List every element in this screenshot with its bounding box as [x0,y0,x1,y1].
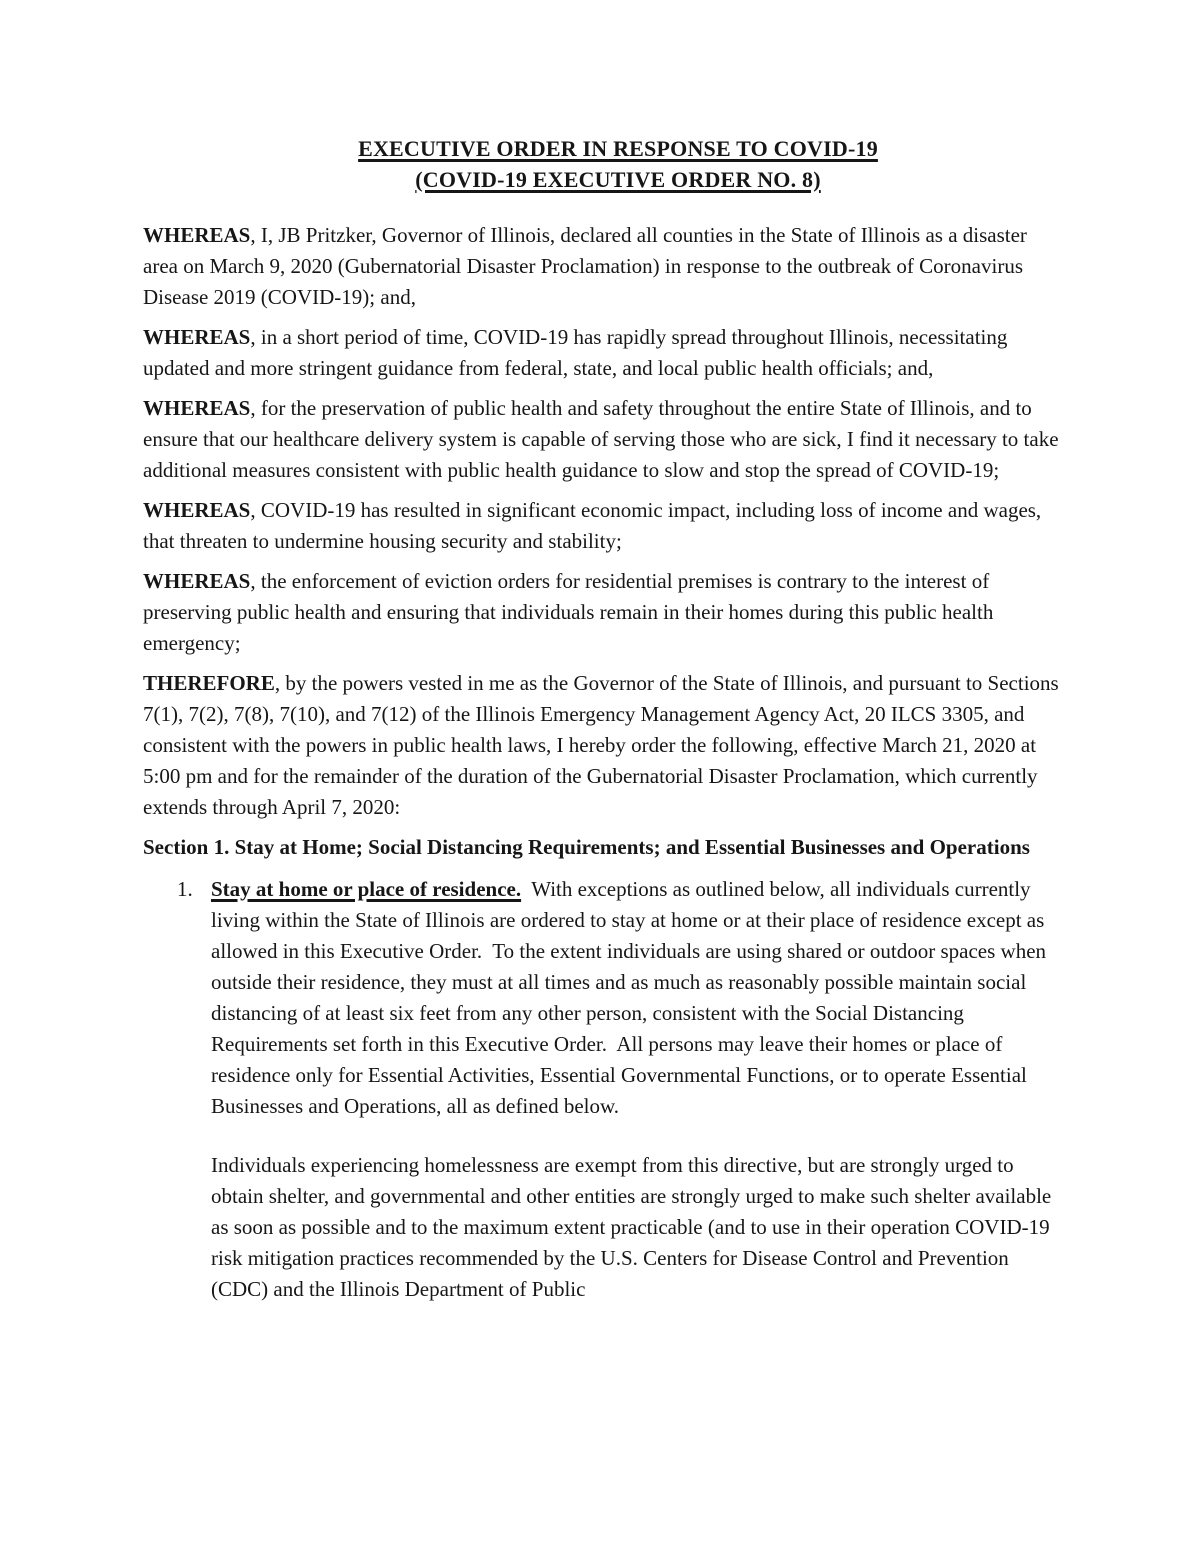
recital-text-1: , I, JB Pritzker, Governor of Illinois, declared all counties in the State of Illinois as a disaster area on March 9, 2020 (Gubernatorial Disaster Proclamation) in response to the outbreak of Coronavirus Disease 2019 (COVID-19); and, [143,223,1033,309]
recital-lead-3: WHEREAS [143,396,251,420]
recital-paragraph-5 [143,566,1065,659]
list-item-1 [143,874,1065,1305]
recital-lead-5: WHEREAS [143,569,251,593]
recital-text-4: , COVID-19 has resulted in significant economic impact, including loss of income and wages, that threaten to undermine housing security and stability; [143,498,1047,553]
section-1-list [143,874,1065,1305]
list-item-1-body [211,874,1065,1305]
therefore-lead: THEREFORE [143,671,275,695]
recital-paragraph-2 [143,322,1065,384]
document-title [143,133,1065,195]
list-item-1-number: 1. [177,877,193,901]
recital-text-3: , for the preservation of public health and safety throughout the entire State of Illinois, and to ensure that our healthcare delivery system is capable of serving those who are sick, I find it necessary to take additional measures consistent with public health guidance to slow and stop the spread of COVID-19; [143,396,1064,482]
list-item-1-text: With exceptions as outlined below, all individuals currently living within the State of Illinois are ordered to stay at home or at their place of residence except as allowed in this Executive Order. To the extent individuals are using shared or outdoor spaces when outside their residence, they must at all times and as much as reasonably possible maintain social distancing of at least six feet from any other person, consistent with the Social Distancing Requirements set forth in this Executive Order. All persons may leave their homes or place of residence only for Essential Activities, Essential Governmental Functions, or to operate Essential Businesses and Operations, all as defined below. [211,877,1052,1118]
therefore-paragraph [143,668,1065,823]
recital-paragraph-1 [143,220,1065,313]
therefore-text: , by the powers vested in me as the Governor of the State of Illinois, and pursuant to Sections 7(1), 7(2), 7(8), 7(10), and 7(12) of the Illinois Emergency Management Agency Act, 20 ILCS 3305, and consistent with the powers in public health laws, I hereby order the following, effective March 21, 2020 at 5:00 pm and for the remainder of the duration of the Gubernatorial Disaster Proclamation, which currently extends through April 7, 2020: [143,671,1064,819]
recital-lead-1: WHEREAS [143,223,251,247]
recital-lead-2: WHEREAS [143,325,251,349]
list-item-1-lead: Stay at home or place of residence. [211,877,522,901]
recital-paragraph-4 [143,495,1065,557]
document-title-line-2: (COVID-19 EXECUTIVE ORDER NO. 8) [415,167,821,192]
list-item-1-paragraph-1 [211,874,1065,1122]
document-title-line-1: EXECUTIVE ORDER IN RESPONSE TO COVID-19 [358,136,878,161]
recital-lead-4: WHEREAS [143,498,251,522]
recital-paragraph-3 [143,393,1065,486]
recital-text-5: , the enforcement of eviction orders for residential premises is contrary to the interest of preserving public health and ensuring that individuals remain in their homes during this public health emergency; [143,569,999,655]
section-1-heading: Section 1. Stay at Home; Social Distancing Requirements; and Essential Businesses and Operations [143,835,1030,859]
list-item-1-paragraph-2: Individuals experiencing homelessness are exempt from this directive, but are strongly urged to obtain shelter, and governmental and other entities are strongly urged to make such shelter available as soon as possible and to the maximum extent practicable (and to use in their operation COVID-19 risk mitigation practices recommended by the U.S. Centers for Disease Control and Prevention (CDC) and the Illinois Department of Public [211,1153,1057,1301]
recital-text-2: , in a short period of time, COVID-19 has rapidly spread throughout Illinois, necessitating updated and more stringent guidance from federal, state, and local public health officials; and, [143,325,1013,380]
